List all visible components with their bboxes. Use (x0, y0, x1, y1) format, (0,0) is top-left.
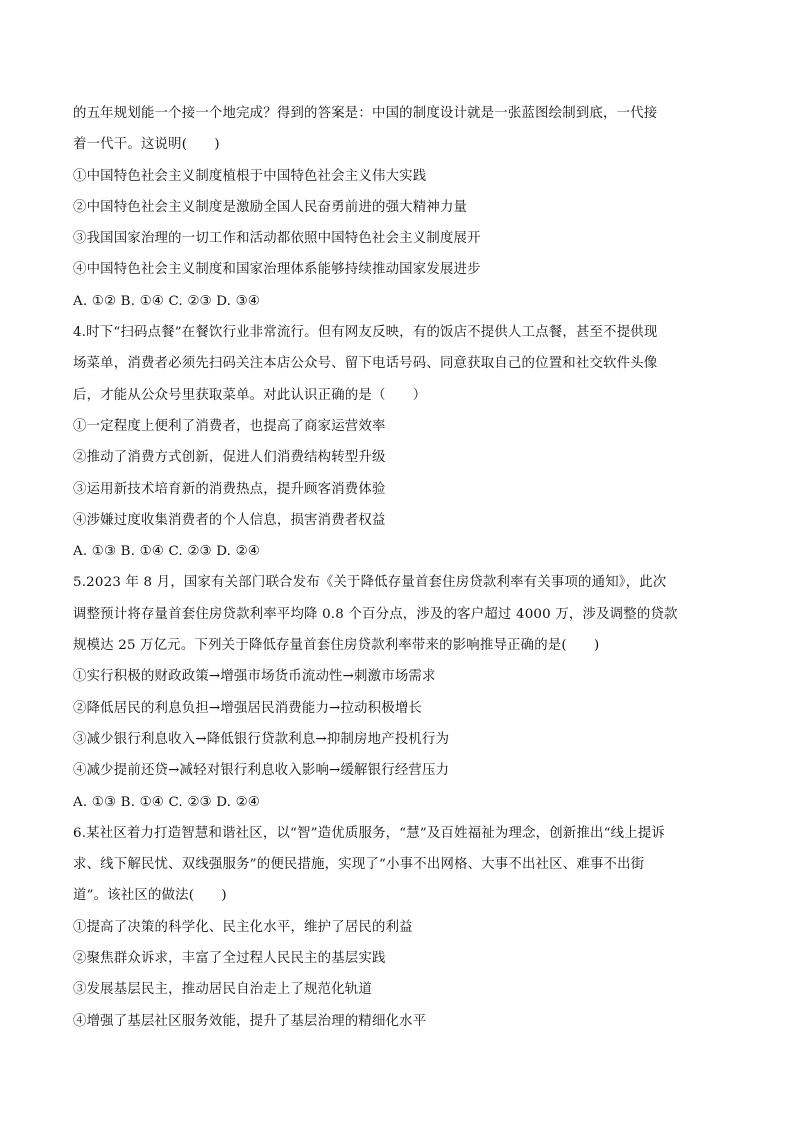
option-1: ①中国特色社会主义制度植根于中国特色社会主义伟大实践 (73, 168, 427, 184)
question-5 (73, 567, 723, 817)
question-4 (73, 317, 723, 567)
answer-choices: A. ①② B. ①④ C. ②③ D. ③④ (73, 293, 260, 309)
question-3-continued (73, 98, 723, 317)
exam-page (73, 98, 723, 1037)
option-3: ③运用新技术培育新的消费热点，提升顾客消费体验 (73, 481, 386, 497)
option-2: ②聚焦群众诉求，丰富了全过程人民民主的基层实践 (73, 951, 386, 967)
option-3: ③减少银行利息收入→降低银行贷款利息→抑制房地产投机行为 (73, 731, 450, 747)
question-stem-line: 规模达 25 万亿元。下列关于降低存量首套住房贷款利率带来的影响推导正确的是( ) (73, 638, 600, 654)
option-3: ③我国国家治理的一切工作和活动都依照中国特色社会主义制度展开 (73, 231, 481, 247)
option-2: ②中国特色社会主义制度是激励全国人民奋勇前进的强大精神力量 (73, 199, 468, 215)
question-stem-line: 道”。该社区的做法( ) (73, 888, 227, 904)
question-stem-line: 调整预计将存量首套住房贷款利率平均降 0.8 个百分点，涉及的客户超过 4000 万，涉及调整的贷款 (73, 606, 678, 622)
option-4: ④减少提前还贷→减轻对银行利息收入影响→缓解银行经营压力 (73, 763, 450, 779)
question-stem-line: 4.时下“扫码点餐”在餐饮行业非常流行。但有网友反映，有的饭店不提供人工点餐，甚至不提供现 (73, 325, 658, 341)
option-2: ②推动了消费方式创新，促进人们消费结构转型升级 (73, 450, 386, 466)
question-6 (73, 818, 723, 1037)
option-4: ④中国特色社会主义制度和国家治理体系能够持续推动国家发展进步 (73, 262, 481, 278)
question-stem-line: 后，才能从公众号里获取菜单。对此认识正确的是（ ） (73, 387, 427, 403)
option-1: ①实行积极的财政政策→增强市场货币流动性→刺激市场需求 (73, 669, 436, 685)
option-2: ②降低居民的利息负担→增强居民消费能力→拉动积极增长 (73, 700, 423, 716)
option-4: ④增强了基层社区服务效能，提升了基层治理的精细化水平 (73, 1013, 427, 1029)
answer-choices: A. ①③ B. ①④ C. ②③ D. ②④ (73, 544, 260, 560)
question-stem-line: 6.某社区着力打造智慧和谐社区，以“智”造优质服务，“慧”及百姓福祉为理念，创新推出“线上提诉 (73, 825, 666, 841)
question-stem-line: 求、线下解民忧、双线强服务”的便民措施，实现了“小事不出网格、大事不出社区、难事不出街 (73, 857, 645, 873)
question-stem-line: 着一代干。这说明( ) (73, 137, 220, 153)
option-1: ①一定程度上便利了消费者，也提高了商家运营效率 (73, 418, 386, 434)
option-4: ④涉嫌过度收集消费者的个人信息，损害消费者权益 (73, 512, 386, 528)
question-stem-line: 的五年规划能一个接一个地完成？得到的答案是：中国的制度设计就是一张蓝图绘制到底，一代接 (73, 106, 658, 121)
option-3: ③发展基层民主，推动居民自治走上了规范化轨道 (73, 982, 372, 998)
answer-choices: A. ①③ B. ①④ C. ②③ D. ②④ (73, 794, 260, 810)
option-1: ①提高了决策的科学化、民主化水平，维护了居民的利益 (73, 919, 413, 935)
question-stem-line: 场菜单，消费者必须先扫码关注本店公众号、留下电话号码、同意获取自己的位置和社交软件头像 (73, 356, 658, 372)
question-stem-line: 5.2023 年 8 月，国家有关部门联合发布《关于降低存量首套住房贷款利率有关事项的通知》，此次 (73, 575, 667, 591)
